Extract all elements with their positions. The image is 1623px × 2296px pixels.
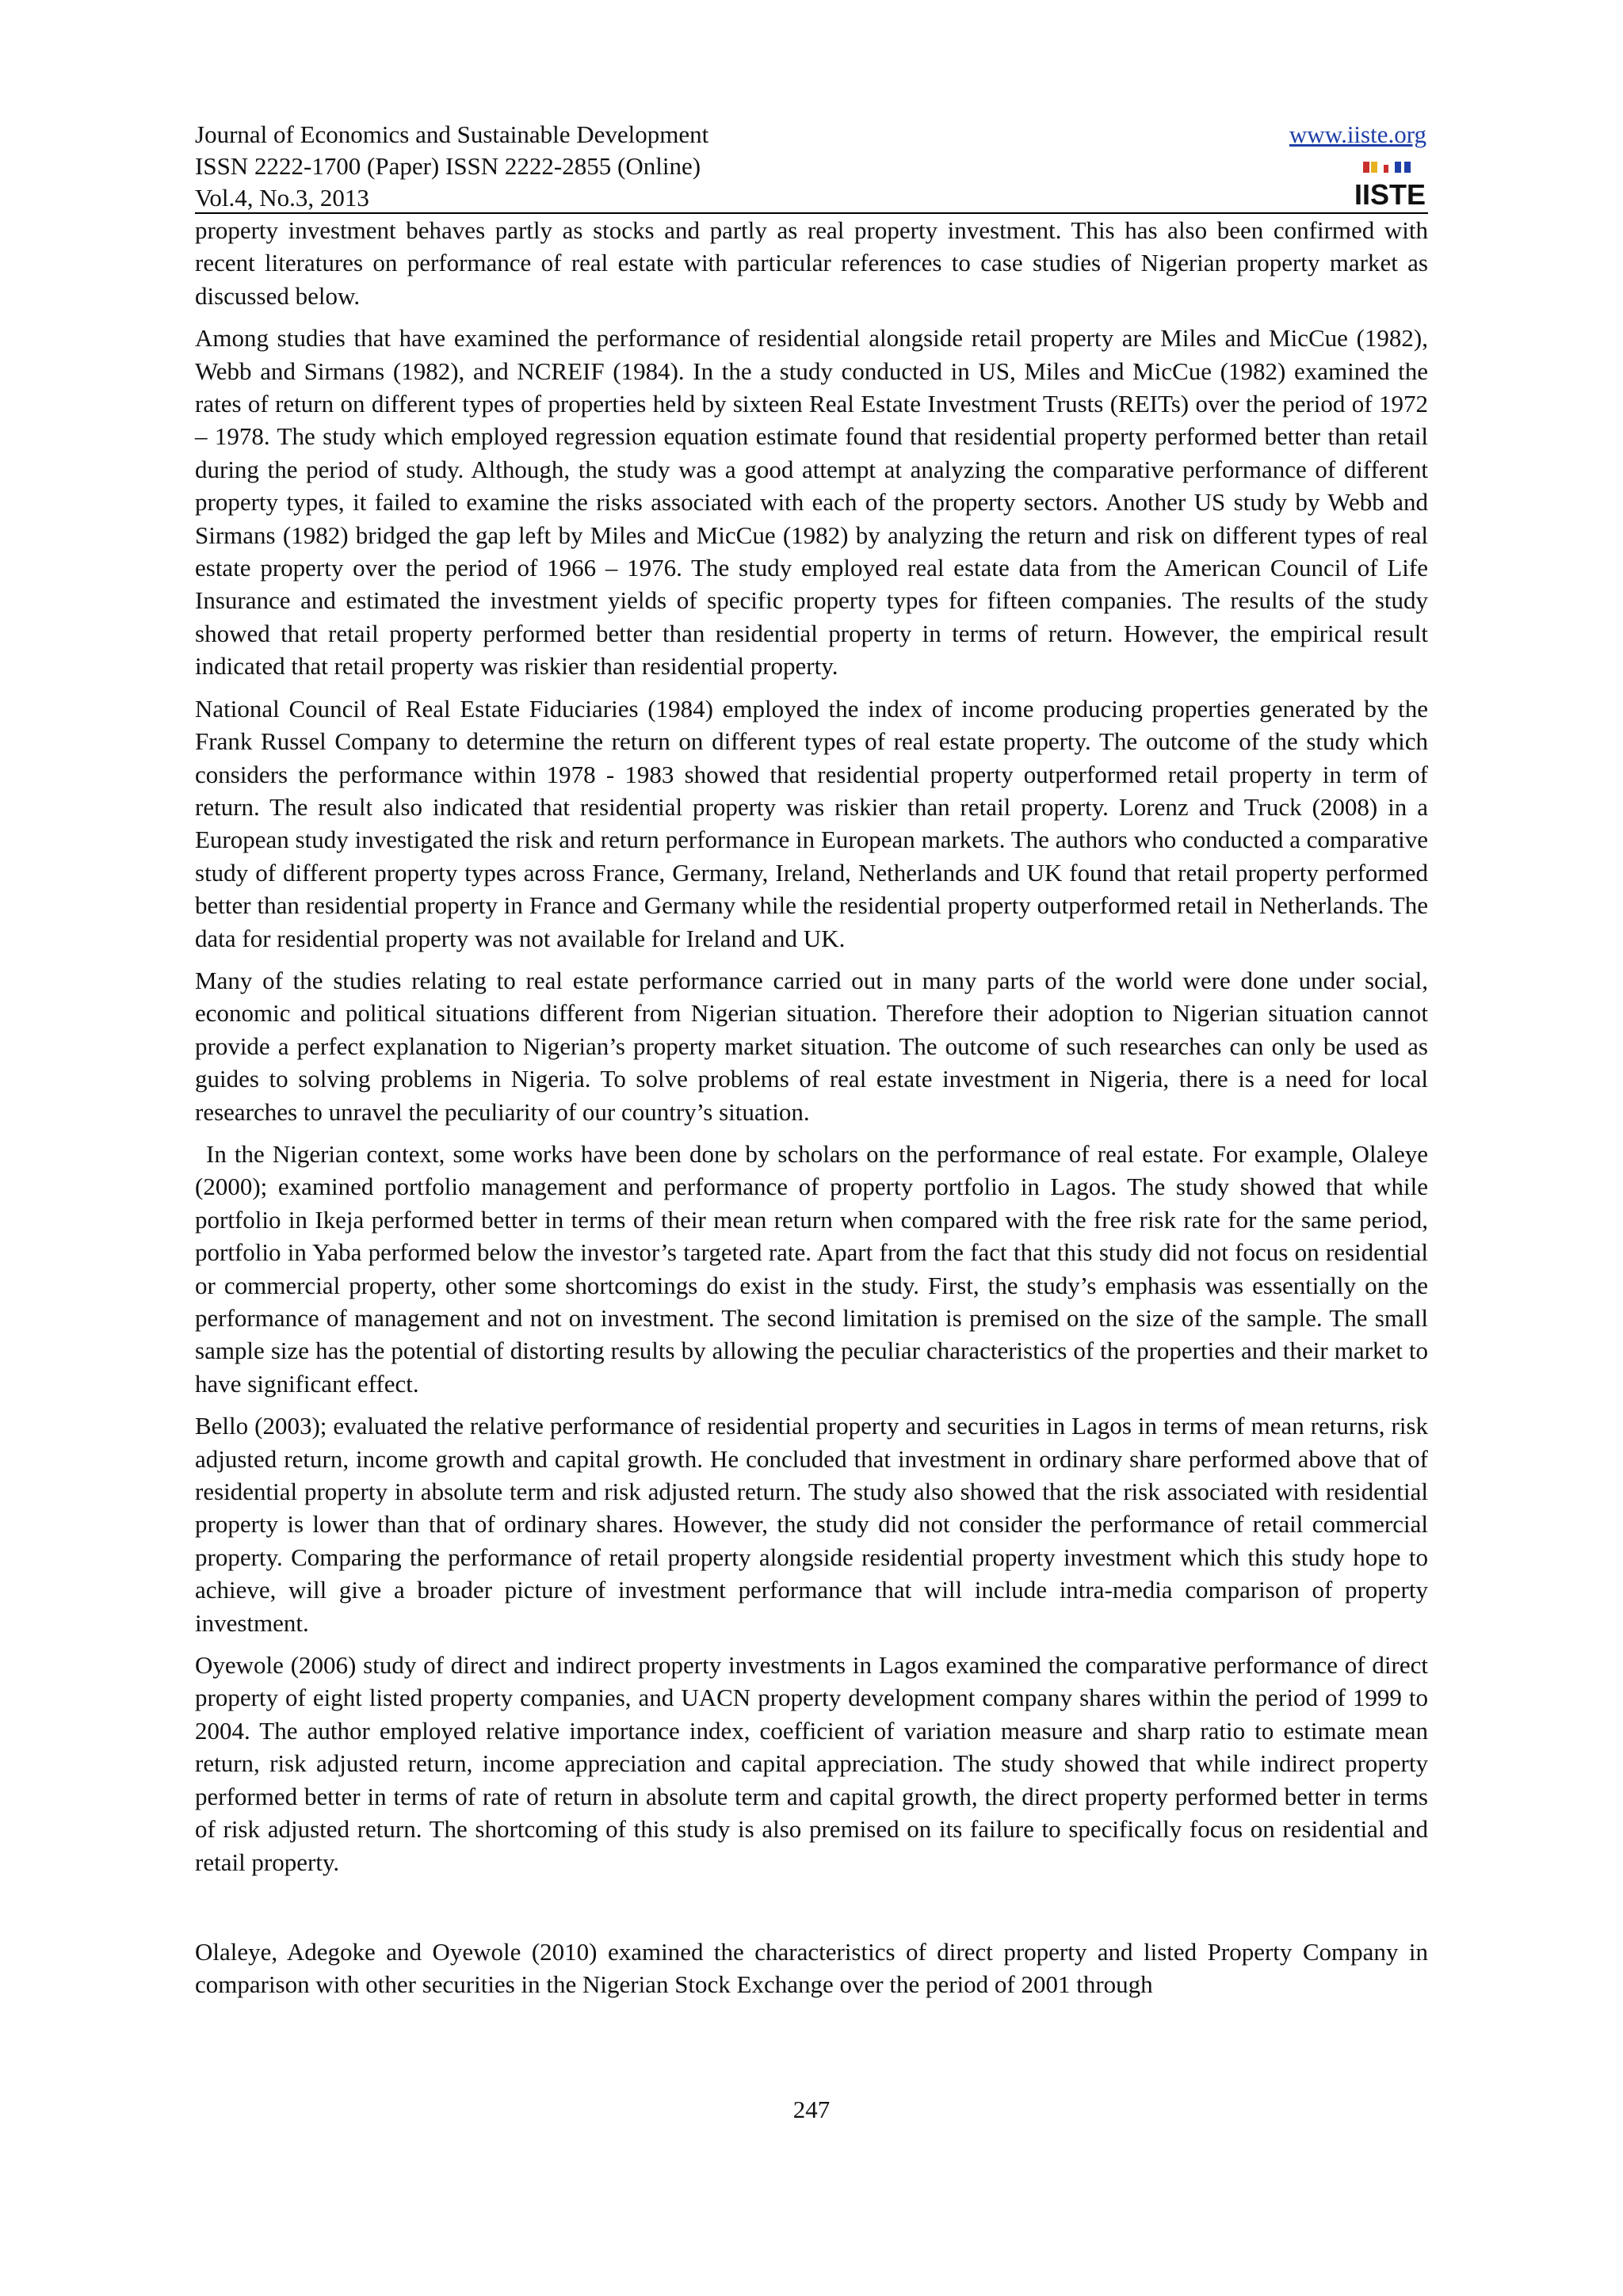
journal-title: Journal of Economics and Sustainable Development [195, 120, 709, 148]
body-paragraph-3: National Council of Real Estate Fiduciaries (1984) employed the index of income producing properties generated by the Frank Russel Company to determine the return on different types of real estate property. The outcome of the study which considers the performance within 1978 - 1983 showed that residential property outperformed retail property in term of return. The result also indicated that residential property was riskier than retail property. Lorenz and Truck (2008) in a European study investigated the risk and return performance in European markets. The authors who conducted a comparative study of different property types across France, Germany, Ireland, Netherlands and UK found that retail property performed better than residential property in France and Germany while the residential property outperformed retail in Netherlands. The data for residential property was not available for Ireland and UK. [195, 694, 1428, 952]
page-header [195, 119, 1428, 214]
journal-issn: ISSN 2222-1700 (Paper) ISSN 2222-2855 (Online) [195, 152, 701, 180]
body-paragraph-2: Among studies that have examined the performance of residential alongside retail property are Miles and MicCue (1982), Webb and Sirmans (1982), and NCREIF (1984). In the a study conducted in US, Miles and MicCue (1982) examined the rates of return on different types of properties held by sixteen Real Estate Investment Trusts (REITs) over the period of 1972 – 1978. The study which employed regression equation estimate found that residential property performed better than retail during the period of study. Although, the study was a good attempt at analyzing the comparative performance of different property types, it failed to examine the risks associated with each of the property sectors. Another US study by Webb and Sirmans (1982) bridged the gap left by Miles and MicCue (1982) by analyzing the return and risk on different types of real estate property over the period of 1966 – 1976. The study employed real estate data from the American Council of Life Insurance and estimated the investment yields of specific property types for fifteen companies. The results of the study showed that retail property performed better than residential property in terms of return. However, the empirical result indicated that retail property was riskier than residential property. [195, 324, 1428, 681]
body-paragraph-1: property investment behaves partly as stocks and partly as real property investment. This has also been confirmed with recent literatures on performance of real estate with particular references to case studies of Nigerian property market as discussed below. [195, 216, 1428, 310]
page-number: 247 [792, 2096, 831, 2123]
body-paragraph-8: Olaleye, Adegoke and Oyewole (2010) examined the characteristics of direct property and listed Property Company in comparison with other securities in the Nigerian Stock Exchange over the period of 2001 through [195, 1937, 1428, 1999]
body-paragraph-4: Many of the studies relating to real estate performance carried out in many parts of the world were done under social, economic and political situations different from Nigerian situation. Therefore their adoption to Nigerian situation cannot provide a perfect explanation to Nigerian’s property market situation. The outcome of such researches can only be used as guides to solving problems in Nigeria. To solve problems of real estate investment in Nigeria, there is a need for local researches to unravel the peculiarity of our country’s situation. [195, 966, 1428, 1126]
body-paragraph-7: Oyewole (2006) study of direct and indirect property investments in Lagos examined the comparative performance of direct property of eight listed property companies, and UACN property development company shares within the period of 1999 to 2004. The author employed relative importance index, coefficient of variation measure and sharp ratio to estimate mean return, risk adjusted return, income appreciation and capital appreciation. The study showed that while indirect property performed better in terms of rate of return in absolute term and capital growth, the direct property performed better in terms of risk adjusted return. The shortcoming of this study is also premised on its failure to specifically focus on residential and retail property. [195, 1651, 1428, 1876]
journal-website-link[interactable]: www.iiste.org [1289, 120, 1426, 148]
body-paragraph-6: Bello (2003); evaluated the relative performance of residential property and securities in Lagos in terms of mean returns, risk adjusted return, income growth and capital growth. He concluded that investment in ordinary share performed above that of residential property in absolute term and risk adjusted return. The study also showed that the risk associated with residential property is lower than that of ordinary shares. However, the study did not consider the performance of retail commercial property. Comparing the performance of retail property alongside residential property investment which this study hope to achieve, will give a broader picture of investment performance that will include intra-media comparison of property investment. [195, 1412, 1428, 1637]
article-body [195, 214, 1428, 2011]
logo-wordmark: IISTE [1354, 178, 1426, 211]
body-paragraph-5: In the Nigerian context, some works have been done by scholars on the performance of real estate. For example, Olaleye (2000); examined portfolio management and performance of property portfolio in Lagos. The study showed that while portfolio in Ikeja performed better in terms of their mean return when compared with the free risk rate for the same period, portfolio in Yaba performed below the investor’s targeted rate. Apart from the fact that this study did not focus on residential or commercial property, other some shortcomings do exist in the study. First, the study’s emphasis was essentially on the performance of management and not on investment. The second limitation is premised on the size of the sample. The small sample size has the potential of distorting results by allowing the peculiar characteristics of the properties and their market to have significant effect. [195, 1139, 1428, 1398]
iiste-logo [1354, 158, 1426, 211]
journal-volume: Vol.4, No.3, 2013 [195, 184, 369, 212]
